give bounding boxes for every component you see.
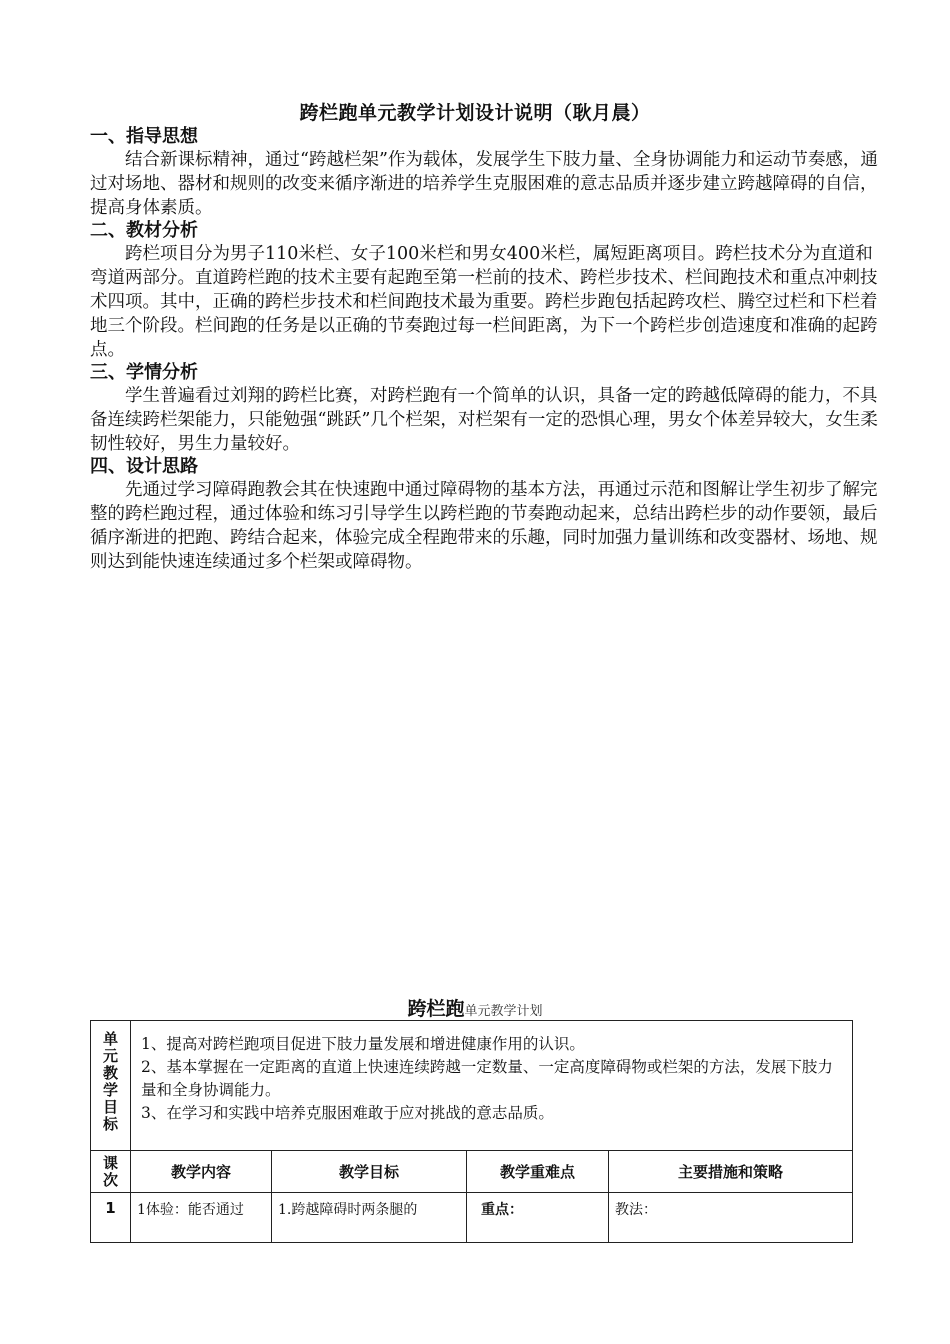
section-heading: 三、学情分析 bbox=[90, 362, 198, 383]
section-guiding-ideology bbox=[90, 126, 880, 220]
goal-item: 3、在学习和实践中培养克服困难敢于应对挑战的意志品质。 bbox=[141, 1104, 554, 1122]
lesson-key-points: 重点： bbox=[467, 1193, 609, 1243]
plan-title bbox=[0, 994, 950, 1021]
document-title: 跨栏跑单元教学计划设计说明（耿月晨） bbox=[299, 102, 651, 124]
lesson-measures: 教法： bbox=[609, 1193, 853, 1243]
goal-item: 2、基本掌握在一定距离的直道上快速连续跨越一定数量、一定高度障碍物或栏架的方法，发展下肢力量和全身协调能力。 bbox=[141, 1058, 833, 1099]
goal-label-char: 单 bbox=[102, 1030, 118, 1048]
section-material-analysis bbox=[90, 220, 880, 362]
section-paragraph: 结合新课标精神，通过“跨越栏架”作为载体，发展学生下肢力量、全身协调能力和运动节奏感，通过对场地、器材和规则的改变来循序渐进的培养学生克服困难的意志品质并逐步建立跨越障碍的自信，提高身体素质。 bbox=[90, 150, 878, 218]
section-heading: 二、教材分析 bbox=[90, 220, 198, 241]
section-paragraph: 先通过学习障碍跑教会其在快速跑中通过障碍物的基本方法，再通过示范和图解让学生初步了解完整的跨栏跑过程，通过体验和练习引导学生以跨栏跑的节奏跑动起来，总结出跨栏步的动作要领，最后循序渐进的把跑、跨结合起来，体验完成全程跑带来的乐趣，同时加强力量训练和改变器材、场地、规则达到能快速连续通过多个栏架或障碍物。 bbox=[90, 480, 878, 572]
header-measures: 主要措施和策略 bbox=[609, 1151, 853, 1193]
section-heading: 四、设计思路 bbox=[90, 456, 198, 477]
table-header-row bbox=[91, 1151, 853, 1193]
document-body bbox=[90, 126, 880, 574]
plan-title-main: 跨栏跑 bbox=[407, 998, 465, 1020]
section-student-analysis bbox=[90, 362, 880, 456]
goal-label-char: 标 bbox=[102, 1115, 118, 1133]
goal-item: 1、提高对跨栏跑项目促进下肢力量发展和增进健康作用的认识。 bbox=[141, 1035, 585, 1053]
section-paragraph: 学生普遍看过刘翔的跨栏比赛，对跨栏跑有一个简单的认识，具备一定的跨越低障碍的能力，不具备连续跨栏架能力，只能勉强“跳跃”几个栏架，对栏架有一定的恐惧心理，男女个体差异较大，女生柔韧性较好，男生力量较好。 bbox=[90, 386, 878, 454]
goal-label-char: 目 bbox=[102, 1098, 118, 1116]
header-lesson-number: 课次 bbox=[91, 1151, 131, 1193]
header-key-points: 教学重难点 bbox=[467, 1151, 609, 1193]
lesson-number: 1 bbox=[91, 1193, 131, 1243]
goals-cell bbox=[131, 1021, 853, 1151]
unit-plan-table bbox=[90, 1020, 853, 1243]
section-design-approach bbox=[90, 456, 880, 574]
goal-label-char: 元 bbox=[102, 1047, 118, 1065]
header-objective: 教学目标 bbox=[272, 1151, 467, 1193]
header-content: 教学内容 bbox=[131, 1151, 272, 1193]
lesson-content: 1体验：能否通过 bbox=[131, 1193, 272, 1243]
goals-row bbox=[91, 1021, 853, 1151]
section-heading: 一、指导思想 bbox=[90, 126, 198, 147]
goal-label-text bbox=[91, 1031, 130, 1133]
lesson-objective: 1.跨越障碍时两条腿的 bbox=[272, 1193, 467, 1243]
table-row bbox=[91, 1193, 853, 1243]
goal-label-char: 教 bbox=[102, 1064, 118, 1082]
goal-label bbox=[91, 1021, 131, 1151]
section-paragraph: 跨栏项目分为男子110米栏、女子100米栏和男女400米栏，属短距离项目。跨栏技术分为直道和弯道两部分。直道跨栏跑的技术主要有起跑至第一栏前的技术、跨栏步技术、栏间跑技术和重点冲刺技术四项。其中，正确的跨栏步技术和栏间跑技术最为重要。跨栏步跑包括起跨攻栏、腾空过栏和下栏着地三个阶段。栏间跑的任务是以正确的节奏跑过每一栏间距离，为下一个跨栏步创造速度和准确的起跨点。 bbox=[90, 244, 878, 360]
plan-title-sub: 单元教学计划 bbox=[464, 1004, 543, 1019]
goal-label-char: 学 bbox=[102, 1081, 118, 1099]
